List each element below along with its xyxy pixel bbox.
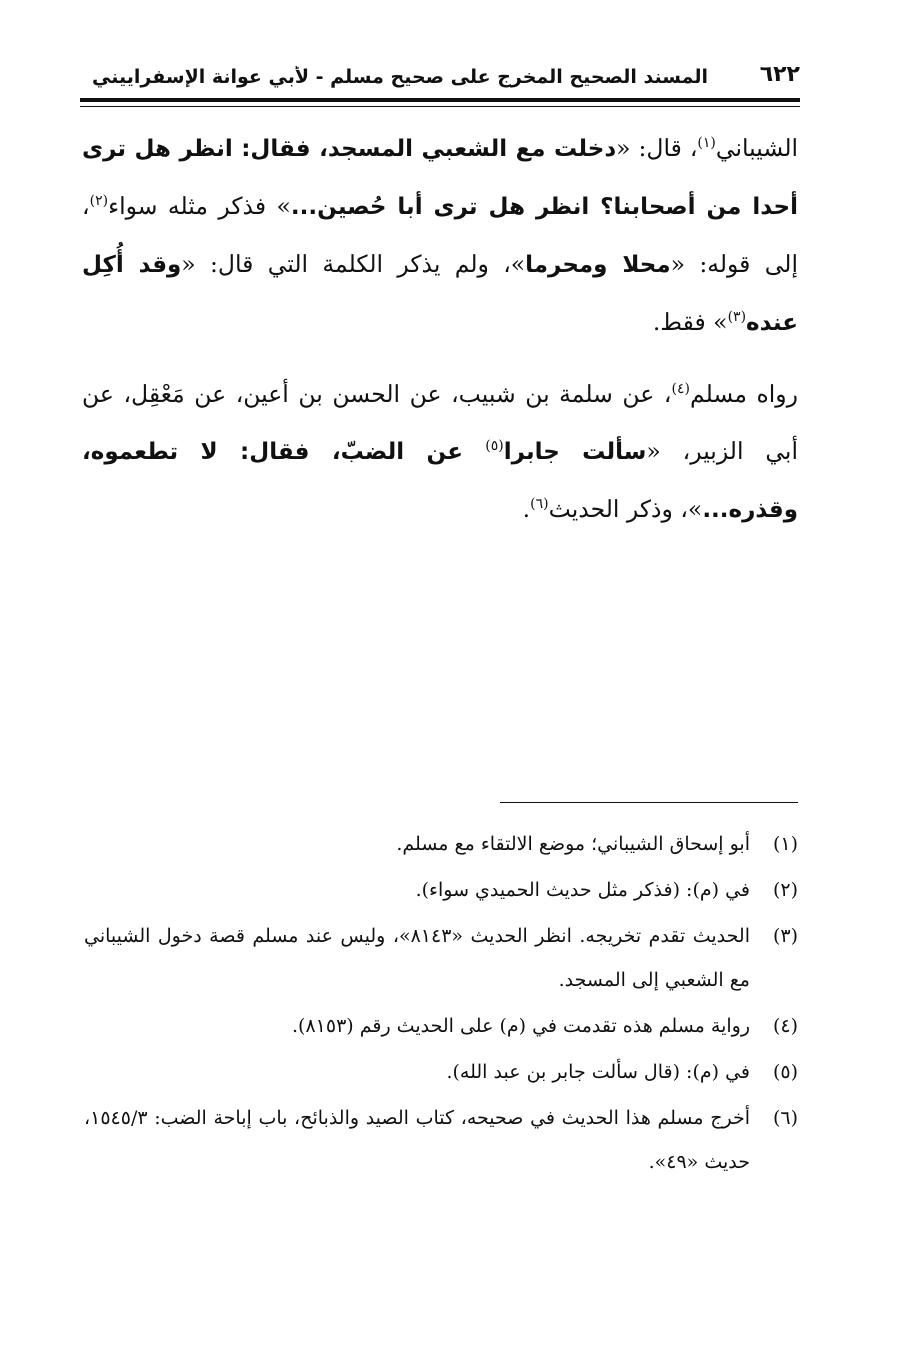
footnote-text: رواية مسلم هذه تقدمت في (م) على الحديث رقم (٨١٥٣). [292, 1015, 750, 1037]
footnote-ref-6: (٦) [530, 496, 549, 513]
header-rule-thin [80, 106, 800, 107]
footnote-number: (٣) [772, 925, 798, 947]
footnote-number: (٦) [772, 1107, 798, 1129]
footnote-ref-3: (٣) [727, 309, 747, 326]
main-text [82, 120, 798, 539]
text-segment: ، إلى قوله: « [82, 192, 798, 278]
quoted-text: محلا ومحرما [525, 252, 671, 278]
footnote-ref-4: (٤) [671, 381, 690, 398]
footnote [84, 822, 798, 866]
footnote-separator [500, 802, 798, 803]
text-segment: »، ولم يذكر الكلمة التي قال: « [181, 250, 526, 278]
footnote-text: في (م): (قال سألت جابر بن عبد الله). [446, 1061, 750, 1083]
footnote-number: (١) [772, 833, 798, 855]
text-segment: . [522, 495, 531, 523]
book-title: المسند الصحيح المخرج على صحيح مسلم - لأبي عوانة الإسفراييني [92, 66, 708, 88]
footnote [84, 914, 798, 1002]
text-segment: ، قال: « [616, 134, 698, 162]
footnote [84, 1050, 798, 1094]
footnote-text: في (م): (فذكر مثل حديث الحميدي سواء). [415, 879, 750, 901]
footnote-ref-5: (٥) [485, 438, 504, 455]
footnote-number: (٢) [772, 879, 798, 901]
footnote-ref-1: (١) [697, 135, 716, 152]
text-segment: »، وذكر الحديث [548, 495, 703, 523]
footnote-number: (٥) [772, 1061, 798, 1083]
footnote [84, 1004, 798, 1048]
footnote-number: (٤) [772, 1015, 798, 1037]
footnote-text: أبو إسحاق الشيباني؛ موضع الالتقاء مع مسلم. [396, 833, 750, 855]
text-segment: الشيباني [715, 134, 799, 162]
footnote-text: أخرج مسلم هذا الحديث في صحيحه، كتاب الصيد والذبائح، باب إباحة الضب: ١٥٤٥/٣، حديث «٤٩». [84, 1107, 750, 1173]
footnote [84, 1096, 798, 1184]
quoted-text: سألت جابرا [503, 439, 647, 465]
footnote-ref-2: (٢) [89, 193, 109, 210]
quoted-text: دخلت مع الشعبي المسجد، فقال: انظر هل ترى أحدا من أصحابنا؟ انظر هل ترى أبا حُصين... [82, 136, 798, 220]
footnote-text: الحديث تقدم تخريجه. انظر الحديث «٨١٤٣»، وليس عند مسلم قصة دخول الشيباني مع الشعبي إلى المسجد. [84, 925, 750, 991]
footnotes [84, 822, 798, 1186]
text-segment: » فذكر مثله سواء [108, 192, 291, 220]
paragraph-2 [82, 366, 798, 539]
header-rule-thick [80, 98, 800, 102]
text-segment: » فقط. [652, 308, 728, 336]
paragraph-1 [82, 120, 798, 352]
text-segment: رواه مسلم [689, 380, 799, 408]
quoted-text: وقد أُكِل عنده [82, 252, 798, 336]
running-header [80, 60, 800, 96]
quoted-text: عن الضبّ، فقال: لا تطعموه، وقذره... [82, 439, 798, 523]
text-segment: ، عن سلمة بن شبيب، عن الحسن بن أعين، عن مَعْقِل، عن أبي الزبير، « [82, 380, 798, 465]
page-number: ٦٢٢ [759, 62, 800, 87]
footnote [84, 868, 798, 912]
